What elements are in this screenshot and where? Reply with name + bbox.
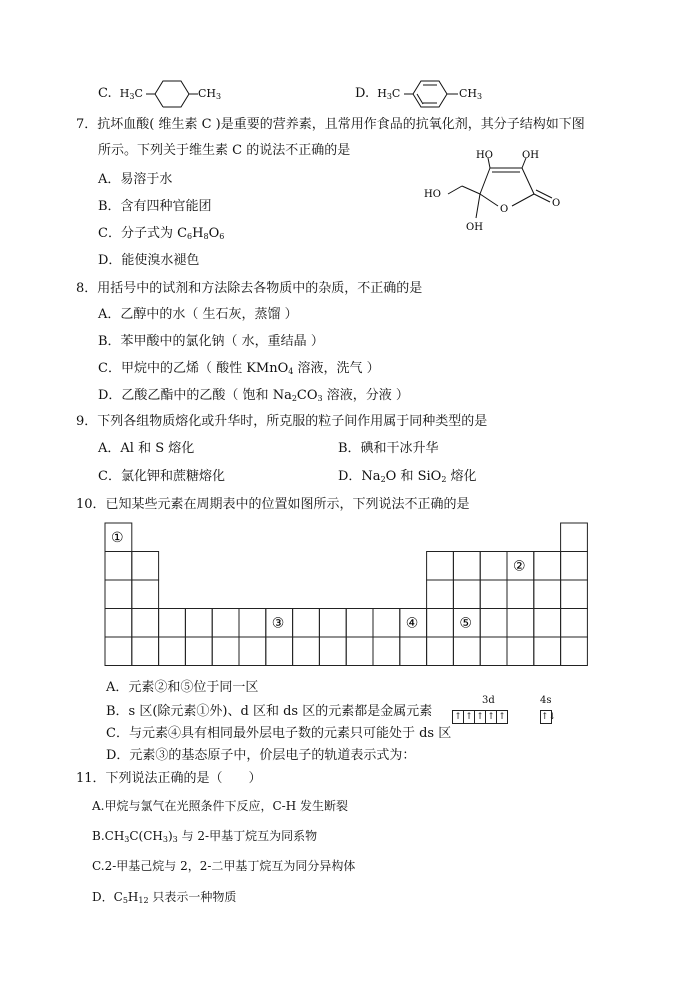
- q8-stem: 8．用括号中的试剂和方法除去各物质中的杂质，不正确的是: [76, 281, 423, 296]
- orbital-3d-box-2: ↑: [464, 711, 475, 723]
- q8-c-pre: C．甲烷中的乙烯（ 酸性 KMnO: [98, 361, 289, 376]
- table-cell: [561, 609, 588, 638]
- table-cell: [132, 637, 159, 666]
- table-cell: [132, 609, 159, 638]
- element-marker-m5: ⑤: [459, 615, 472, 632]
- q11-option-b: [92, 828, 317, 848]
- table-cell: [346, 637, 373, 666]
- element-marker-m4: ④: [405, 615, 419, 632]
- q11-option-d: [92, 889, 236, 909]
- q9-d-sub1: 2: [380, 475, 386, 484]
- table-cell: [319, 637, 346, 666]
- q8-c-sub: 4: [288, 367, 294, 376]
- q10-stem: 10．已知某些元素在周期表中的位置如图所示，下列说法不正确的是: [76, 497, 470, 512]
- q7-stem-line2: 所示。下列关于维生素 C 的说法不正确的是: [98, 143, 351, 158]
- q11-d-post: 只表示一种物质: [148, 890, 237, 904]
- table-cell: [400, 637, 427, 666]
- table-cell: [105, 609, 132, 638]
- q11-b-sub1: 3: [124, 835, 130, 844]
- element-marker-m3: ③: [271, 615, 285, 632]
- q6-c-right-ch: CH: [198, 87, 217, 100]
- q7-c-sub-h: 8: [203, 232, 209, 241]
- table-cell: [453, 552, 480, 581]
- table-cell: [132, 552, 159, 581]
- element-marker-m2: ②: [513, 558, 526, 575]
- orbital-3d-box-5: ↑: [498, 712, 506, 722]
- vitc-ho-top-left: HO: [476, 150, 493, 161]
- orbital-3d-box-3: ↑: [475, 711, 486, 723]
- table-cell: [293, 637, 320, 666]
- q8-d-post: 溶液，分液 ）: [322, 388, 409, 403]
- orbital-3d-box-4: ↑: [486, 711, 497, 723]
- table-cell: [319, 609, 346, 638]
- q10-option-b: B．s 区(除元素①外)、d 区和 ds 区的元素都是金属元素: [106, 704, 433, 719]
- table-cell: [239, 637, 266, 666]
- q6-option-d-left-group: [377, 87, 400, 100]
- q8-d-sub1: 2: [291, 394, 297, 403]
- q11-b-sub2: 3: [162, 835, 168, 844]
- table-cell: [561, 552, 588, 581]
- orbital-3d-boxes: [452, 710, 508, 724]
- q8-c-post: 溶液，洗气 ）: [293, 361, 380, 376]
- table-cell: [212, 637, 239, 666]
- q6-d-left-h: H: [377, 87, 387, 100]
- q6-d-left-c: C: [391, 87, 401, 100]
- vitc-ring-oxygen: O: [500, 204, 509, 215]
- q11-d-pre: D．C: [92, 890, 123, 904]
- table-cell: [266, 637, 293, 666]
- vitc-oh-bottom: OH: [466, 222, 483, 233]
- q7-c-pre: C．分子式为 C: [98, 226, 188, 241]
- q10-option-a: A．元素②和⑤位于同一区: [106, 680, 259, 695]
- q9-d-mid: O 和 SiO: [385, 469, 442, 484]
- table-cell: [293, 609, 320, 638]
- table-cell: [561, 637, 588, 666]
- q6-option-d: [355, 86, 400, 105]
- q9-option-c: C．氯化钾和蔗糖熔化: [98, 469, 225, 484]
- vitamin-c-structure: [418, 140, 578, 240]
- q11-option-c: C.2-甲基己烷与 2，2-二甲基丁烷互为同分异构体: [92, 859, 356, 873]
- q10-option-c: C．与元素④具有相同最外层电子数的元素只可能处于 ds 区: [106, 726, 452, 741]
- q11-d-sub2: 12: [138, 896, 149, 905]
- q7-c-sub-c: 6: [187, 232, 193, 241]
- q8-d-sub2: 3: [317, 394, 323, 403]
- table-cell: [534, 609, 561, 638]
- q11-option-a: A.甲烷与氯气在光照条件下反应，C-H 发生断裂: [92, 799, 348, 813]
- q6-option-c-label: C.: [98, 86, 112, 101]
- table-cell: [346, 609, 373, 638]
- orbital-4s-boxes: [540, 710, 557, 724]
- table-cell: [534, 580, 561, 609]
- table-cell: [453, 637, 480, 666]
- table-cell: [480, 580, 507, 609]
- q11-b-mid: C(CH: [129, 829, 163, 843]
- q6-benzene-structure: [404, 76, 462, 112]
- q6-option-c-right-group: [198, 87, 221, 101]
- q7-option-b: B．含有四种官能团: [98, 199, 212, 214]
- table-cell: [427, 580, 454, 609]
- q7-option-c: [98, 226, 224, 245]
- q6-c-left-c: C: [134, 87, 143, 100]
- q6-c-left-h: H: [119, 87, 130, 100]
- q8-option-d: [98, 388, 409, 407]
- table-cell: [507, 580, 534, 609]
- element-marker-m1: ①: [111, 530, 124, 546]
- q8-option-b: B．苯甲酸中的氯化钠（ 水，重结晶 ）: [98, 334, 324, 349]
- q11-b-pre: B.CH: [92, 829, 125, 843]
- q6-option-c: [98, 86, 143, 105]
- q6-c-right-sub: 3: [216, 92, 222, 101]
- table-cell: [373, 609, 400, 638]
- table-cell: [507, 637, 534, 666]
- table-cell: [185, 609, 212, 638]
- table-cell: [480, 552, 507, 581]
- orbital-4s-box-1: ↑↓: [541, 712, 557, 722]
- table-cell: [373, 637, 400, 666]
- q11-d-mid: H: [127, 890, 139, 904]
- table-cell: [427, 609, 454, 638]
- orbital-4s-label: 4s: [540, 695, 552, 706]
- q11-d-sub1: 5: [122, 896, 128, 905]
- table-cell: [480, 609, 507, 638]
- q11-b-post: 与 2-甲基丁烷互为同系物: [177, 829, 318, 843]
- table-cell: [105, 580, 132, 609]
- table-cell: [105, 637, 132, 666]
- table-cell: [185, 637, 212, 666]
- table-cell: [534, 552, 561, 581]
- q7-stem-line1: 7．抗坏血酸( 维生素 C )是重要的营养素，且常用作食品的抗氧化剂，其分子结构如下图: [76, 117, 585, 132]
- q8-option-a: A．乙醇中的水（ 生石灰，蒸馏 ）: [98, 307, 298, 322]
- q6-c-left-sub: 3: [129, 92, 135, 101]
- table-cell: [507, 609, 534, 638]
- q7-option-d: D．能使溴水褪色: [98, 253, 200, 268]
- vitc-oh-top-right: OH: [522, 150, 539, 161]
- q8-d-mid: CO: [296, 388, 318, 403]
- q9-option-d: [338, 469, 477, 488]
- q6-option-d-right-group: [459, 87, 482, 101]
- q7-option-a: A．易溶于水: [98, 172, 173, 187]
- periodic-table-grid: [104, 522, 590, 668]
- q6-d-right-sub: 3: [477, 92, 483, 101]
- table-cell: [453, 580, 480, 609]
- q8-d-pre: D．乙酸乙酯中的乙酸（ 饱和 Na: [98, 388, 292, 403]
- table-cell: [212, 609, 239, 638]
- table-cell: [105, 552, 132, 581]
- q11-stem: 11．下列说法正确的是（ ）: [76, 771, 262, 786]
- q7-c-h: H: [192, 226, 204, 241]
- table-cell: [480, 637, 507, 666]
- q6-d-left-sub: 3: [386, 92, 392, 101]
- q9-d-post: 熔化: [446, 469, 477, 484]
- table-cell: [561, 580, 588, 609]
- vitc-carbonyl-oxygen: O: [552, 198, 561, 209]
- q11-b-sub3: 3: [172, 835, 178, 844]
- table-cell: [427, 637, 454, 666]
- q11-b-mid2: ): [167, 829, 173, 843]
- q7-c-sub-o: 6: [219, 232, 225, 241]
- orbital-3d-box-1: ↑: [453, 711, 464, 723]
- q6-d-right-ch: CH: [459, 87, 478, 100]
- q9-d-pre: D．Na: [338, 469, 381, 484]
- table-cell: [159, 637, 186, 666]
- cell-period1-group18: [561, 523, 588, 552]
- table-cell: [427, 552, 454, 581]
- q9-stem: 9．下列各组物质熔化或升华时，所克服的粒子间作用属于同种类型的是: [76, 414, 488, 429]
- q9-option-a: A．Al 和 S 熔化: [98, 441, 195, 456]
- q6-option-c-left-group: [120, 87, 143, 100]
- table-cell: [132, 580, 159, 609]
- vitc-ho-side: HO: [424, 189, 441, 200]
- orbital-3d-label: 3d: [482, 695, 495, 706]
- q8-option-c: [98, 361, 380, 380]
- q9-option-b: B．碘和干冰升华: [338, 441, 439, 456]
- q9-d-sub2: 2: [441, 475, 447, 484]
- table-cell: [239, 609, 266, 638]
- q10-option-d: D．元素③的基态原子中，价层电子的轨道表示式为：: [106, 748, 416, 763]
- q6-option-d-label: D.: [355, 86, 370, 101]
- table-cell: [159, 609, 186, 638]
- q7-c-o: O: [208, 226, 220, 241]
- q6-cyclohexane-structure: [146, 76, 202, 112]
- table-cell: [534, 637, 561, 666]
